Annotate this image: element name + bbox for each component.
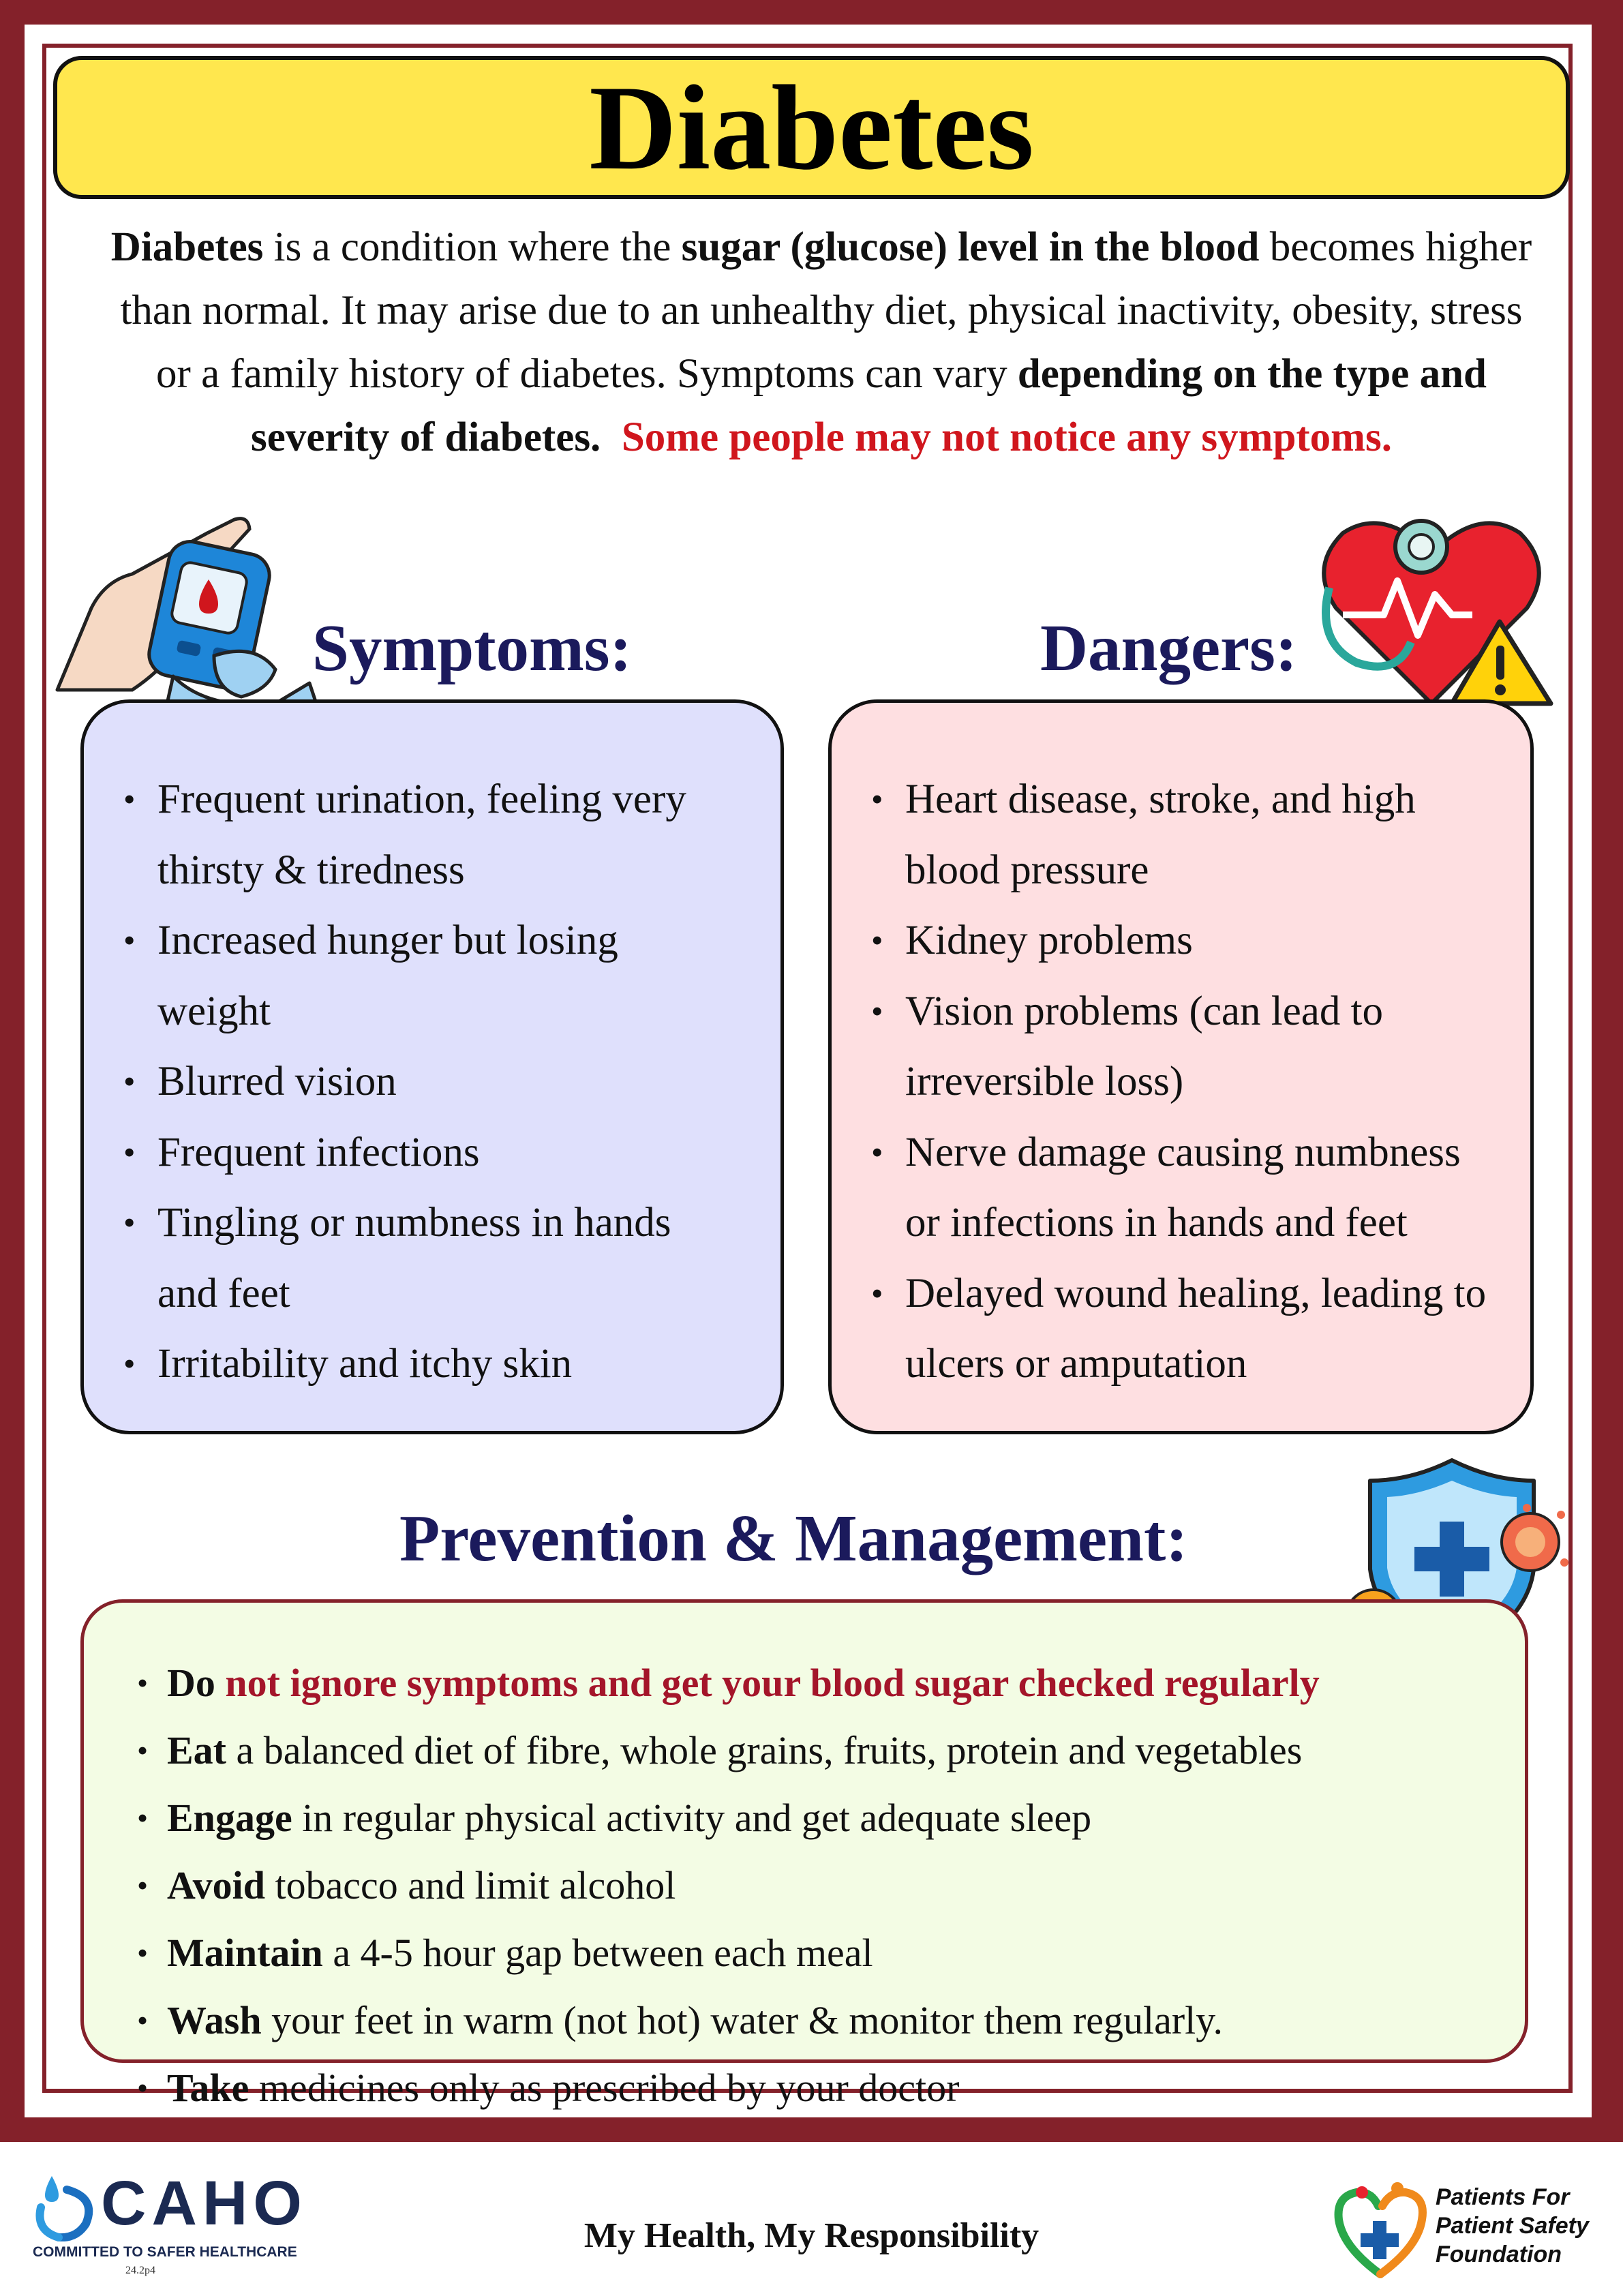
item-highlight: not ignore symptoms and get your blood sugar checked regularly xyxy=(215,1661,1320,1705)
list-item: • Irritability and itchy skin xyxy=(84,1329,733,1400)
item-lead: Wash xyxy=(167,1998,262,2042)
intro-text-1: is a condition where the xyxy=(263,224,682,270)
poster-code: 24.2p4 xyxy=(125,2265,155,2276)
list-item: • Increased hunger but losing weight xyxy=(84,905,733,1046)
title-banner xyxy=(53,56,1570,199)
item-lead: Maintain xyxy=(167,1931,323,1975)
item-lead: Eat xyxy=(167,1728,226,1772)
footer-slogan: My Health, My Responsibility xyxy=(583,2216,1040,2255)
list-item: • Blurred vision xyxy=(84,1046,733,1117)
list-item: • Kidney problems xyxy=(832,905,1503,976)
prevention-heading: Prevention & Management: xyxy=(399,1502,1188,1575)
list-item xyxy=(84,1649,1525,1717)
list-item xyxy=(84,1852,1525,1919)
item-text: a 4-5 hour gap between each meal xyxy=(322,1931,873,1975)
list-item: • Tingling or numbness in hands and feet xyxy=(84,1188,733,1329)
ppsf-name xyxy=(1436,2183,1589,2269)
list-item xyxy=(84,1987,1525,2054)
prevention-card xyxy=(80,1599,1528,2110)
ppsf-line-3: Foundation xyxy=(1436,2241,1562,2267)
caho-name: CAHO xyxy=(101,2169,307,2238)
list-item: • Vision problems (can lead to irreversible loss) xyxy=(832,976,1503,1117)
intro-text-2: becomes higher than normal. It may arise due to an unhealthy diet, physical inactivity, obesity, stress or a family history of diabetes. Symptoms can vary xyxy=(120,224,1532,397)
list-item xyxy=(84,1919,1525,1987)
list-item: • Frequent infections xyxy=(84,1117,733,1188)
caho-tagline: COMMITTED TO SAFER HEALTHCARE xyxy=(33,2244,297,2260)
item-text: your feet in warm (not hot) water & monitor them regularly. xyxy=(261,1998,1224,2042)
glucometer-icon xyxy=(50,506,323,710)
dangers-heading: Dangers: xyxy=(1040,611,1298,684)
list-item: • Nerve damage causing numbness or infections in hands and feet xyxy=(832,1117,1503,1258)
list-item: • Delayed wound healing, leading to ulcers or amputation xyxy=(832,1258,1503,1400)
item-lead: Engage xyxy=(167,1796,292,1840)
symptoms-heading: Symptoms: xyxy=(312,611,632,684)
intro-term: Diabetes xyxy=(110,224,264,270)
dangers-card xyxy=(828,699,1534,1434)
ppsf-logo xyxy=(1329,2179,1609,2281)
list-item: • Frequent urination, feeling very thirsty & tiredness xyxy=(84,764,733,905)
list-item: • Heart disease, stroke, and high blood pressure xyxy=(832,764,1503,905)
item-lead: Do xyxy=(167,1661,215,1705)
item-lead: Take xyxy=(167,2066,249,2110)
ppsf-heart-icon xyxy=(1329,2179,1431,2281)
intro-warning: Some people may not notice any symptoms. xyxy=(621,414,1392,460)
list-item xyxy=(84,1717,1525,1784)
intro-emphasis-2: depending on the type and severity of diabetes. xyxy=(251,351,1487,460)
item-text: a balanced diet of fibre, whole grains, fruits, protein and vegetables xyxy=(226,1728,1303,1772)
symptoms-card xyxy=(80,699,784,1434)
list-item xyxy=(84,2054,1525,2121)
ppsf-line-2: Patient Safety xyxy=(1436,2213,1589,2239)
list-item xyxy=(84,1784,1525,1852)
item-text: tobacco and limit alcohol xyxy=(264,1863,676,1907)
intro-emphasis-1: sugar (glucose) level in the blood xyxy=(681,224,1260,270)
item-lead: Avoid xyxy=(167,1863,265,1907)
item-text: medicines only as prescribed by your doctor xyxy=(249,2066,960,2110)
prevention-list xyxy=(84,1649,1525,2121)
page-title: Diabetes xyxy=(589,60,1034,195)
symptoms-list xyxy=(84,764,780,1400)
dangers-list xyxy=(832,764,1530,1400)
ppsf-line-1: Patients For xyxy=(1436,2184,1570,2210)
intro-paragraph xyxy=(102,215,1541,469)
item-text: in regular physical activity and get adequate sleep xyxy=(292,1796,1092,1840)
heart-stethoscope-warning-icon xyxy=(1316,506,1554,710)
